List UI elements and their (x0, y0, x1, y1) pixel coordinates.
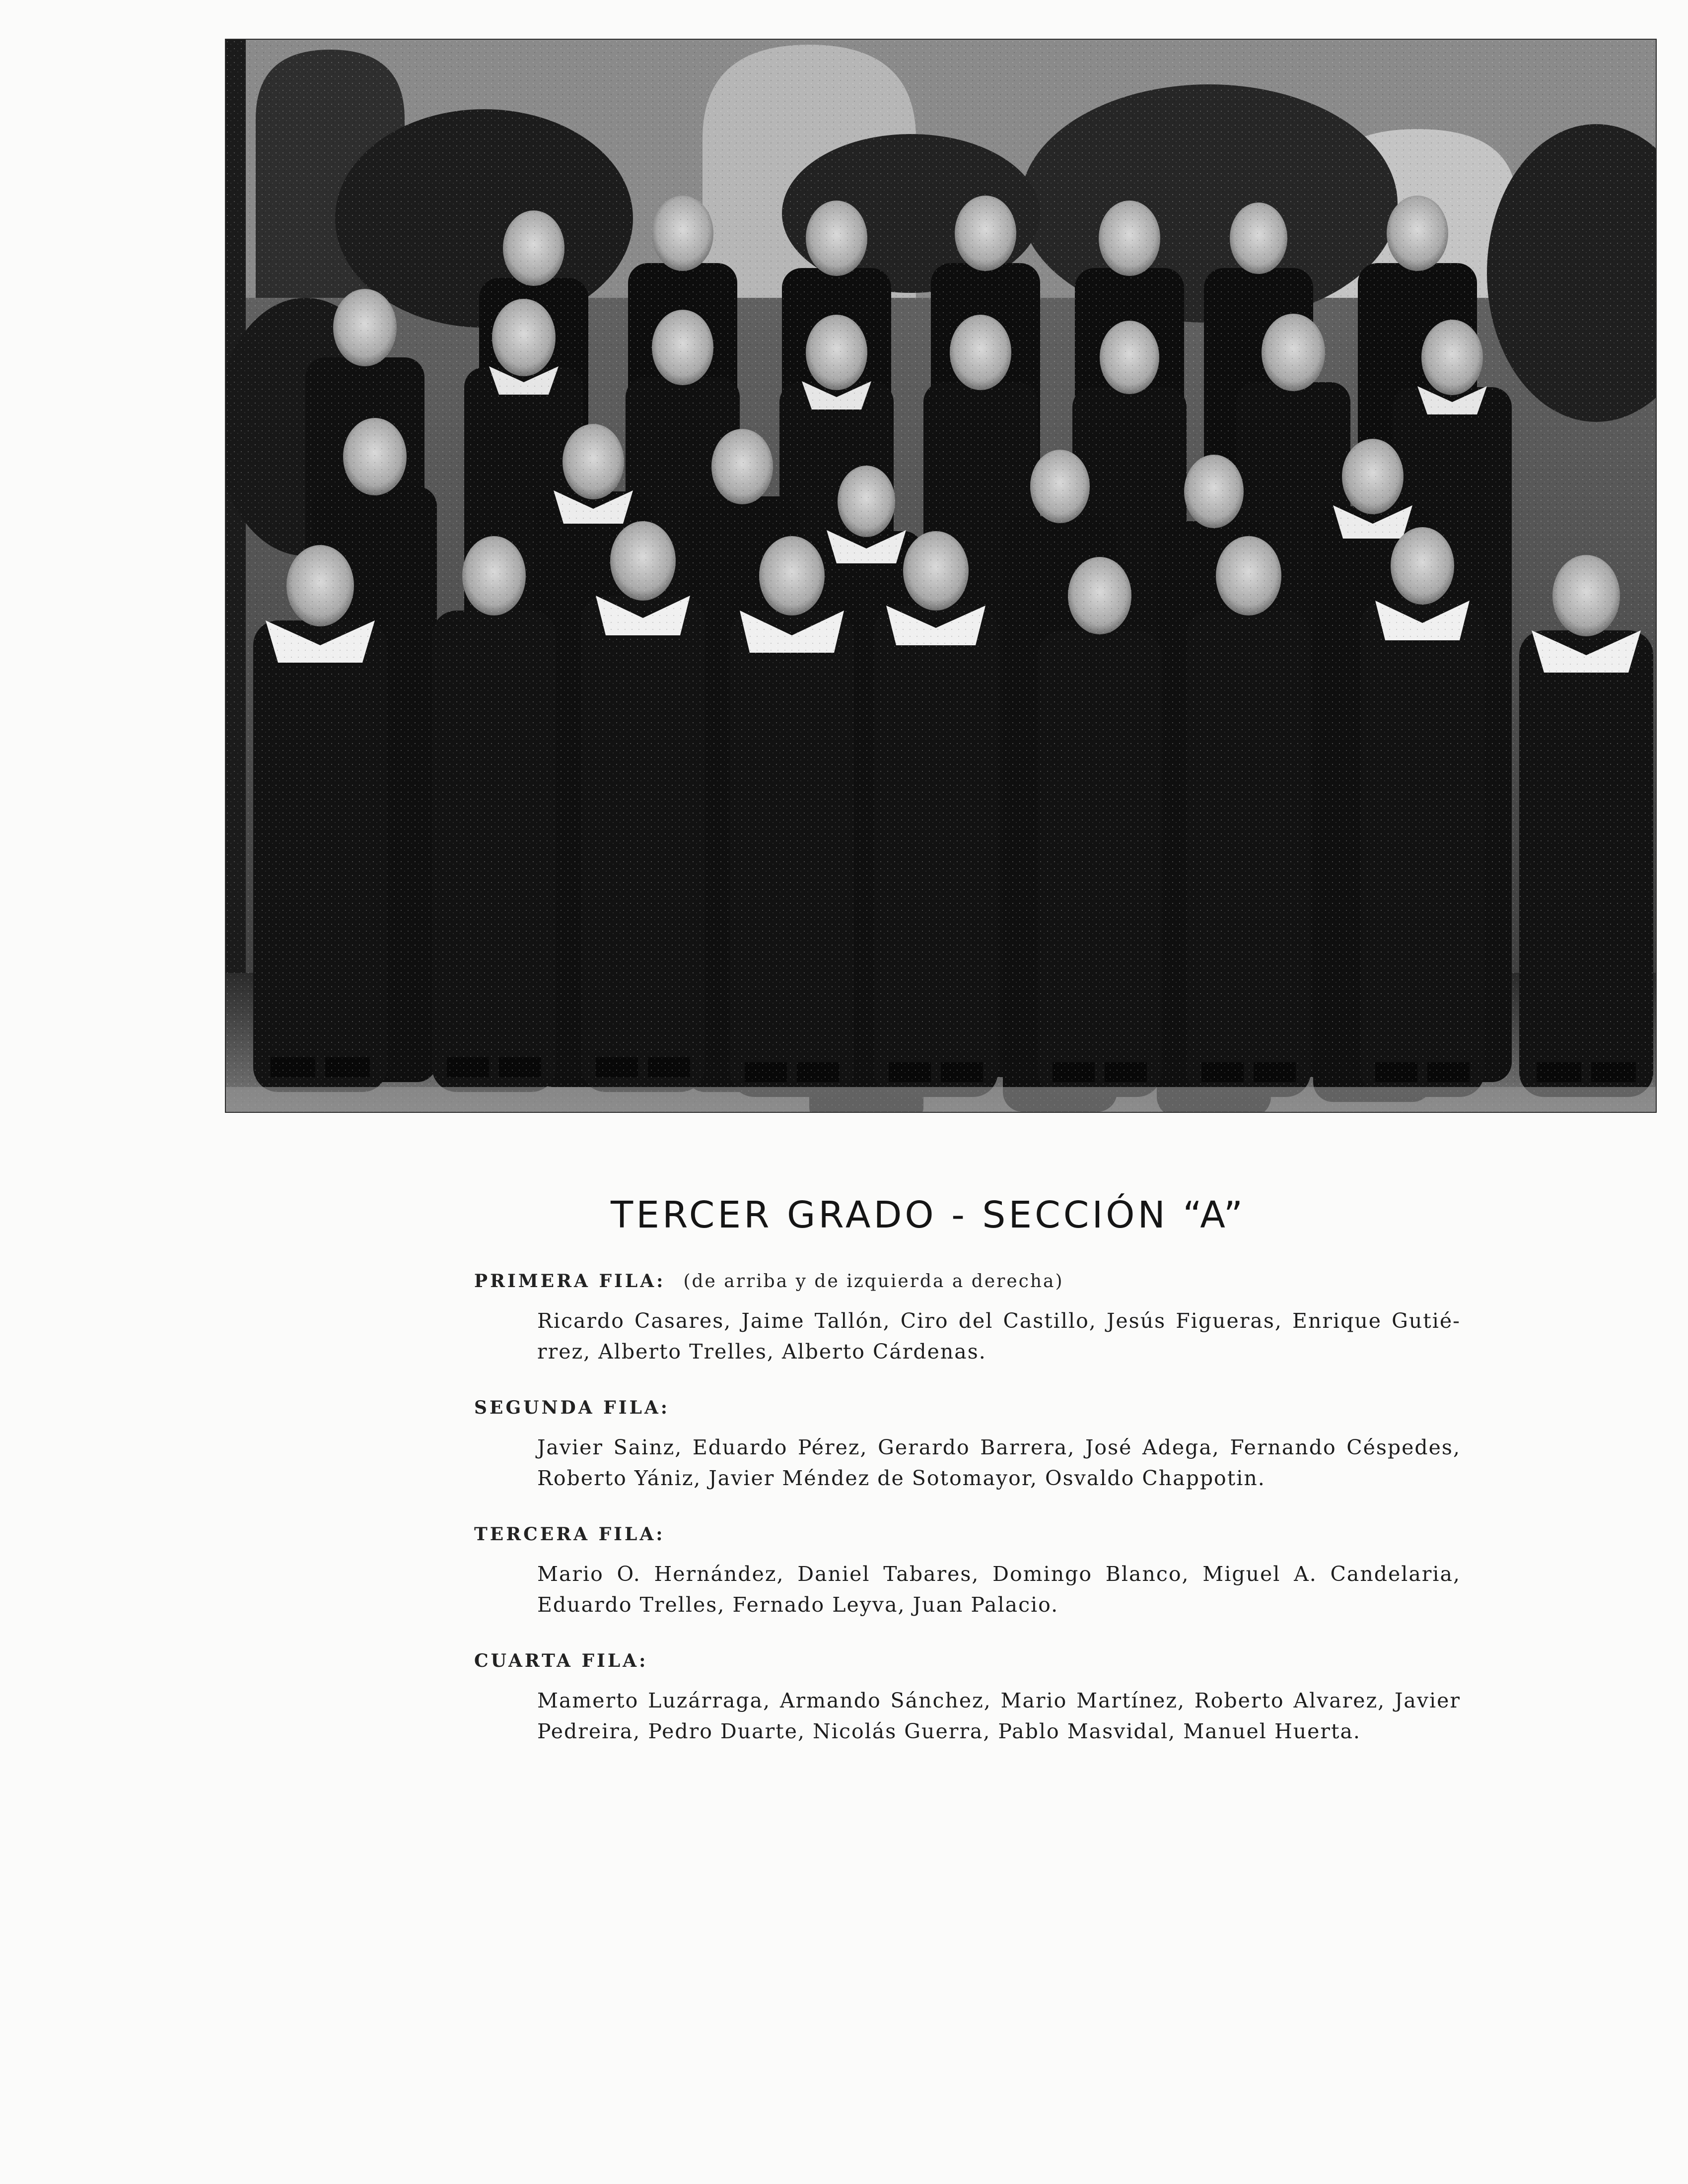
names-line: Mario O. Hernández, Daniel Tabares, Domingo Blanco, Miguel A. Candelaria, (537, 1562, 1461, 1586)
row-heading-primera (474, 1271, 1064, 1292)
names-line: Pedreira, Pedro Duarte, Nicolás Guerra, Pablo Masvidal, Manuel Huerta. (537, 1719, 1361, 1743)
row-heading-subtitle: (de arriba y de izquierda a derecha) (683, 1271, 1064, 1292)
names-line: Ricardo Casares, Jaime Tallón, Ciro del Castillo, Jesús Figueras, Enrique Gutié- (537, 1309, 1461, 1333)
row-names-primera (537, 1305, 1461, 1367)
names-line: Roberto Yániz, Javier Méndez de Sotomayor, Osvaldo Chappotin. (537, 1466, 1266, 1490)
row-heading-cuarta: CUARTA FILA: (474, 1650, 648, 1671)
row-heading-segunda: SEGUNDA FILA: (474, 1397, 670, 1418)
caption-title: TERCER GRADO - SECCIÓN “A” (611, 1194, 1246, 1236)
row-names-segunda (537, 1432, 1461, 1494)
names-line: Eduardo Trelles, Fernado Leyva, Juan Palacio. (537, 1593, 1059, 1617)
row-names-tercera (537, 1559, 1461, 1620)
names-line: Mamerto Luzárraga, Armando Sánchez, Mario Martínez, Roberto Alvarez, Javier (537, 1689, 1461, 1712)
photo-illustration (226, 40, 1656, 1112)
row-names-cuarta (537, 1685, 1461, 1747)
names-line: rrez, Alberto Trelles, Alberto Cárdenas. (537, 1340, 986, 1364)
row-heading-tercera: TERCERA FILA: (474, 1524, 665, 1545)
names-line: Javier Sainz, Eduardo Pérez, Gerardo Barrera, José Adega, Fernando Céspedes, (537, 1435, 1461, 1459)
row-heading-label: PRIMERA FILA: (474, 1271, 666, 1292)
class-group-photo (226, 40, 1656, 1112)
